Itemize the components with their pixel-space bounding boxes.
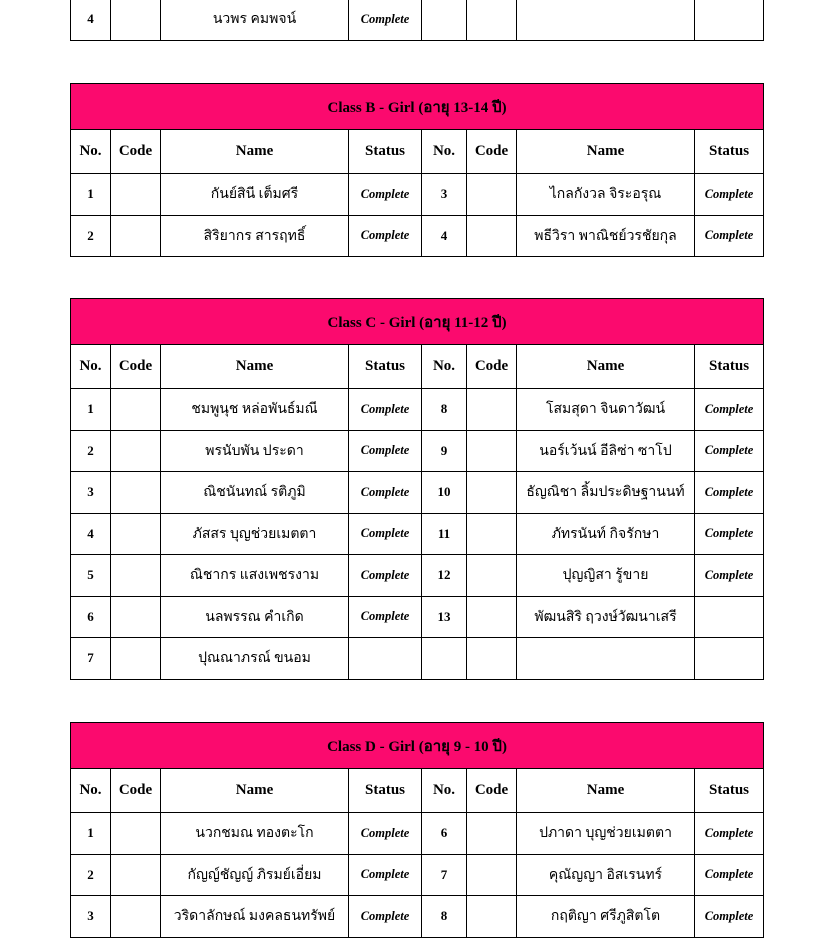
header-status: Status xyxy=(349,769,422,813)
participant-name: ภัทรนันท์ กิจรักษา xyxy=(517,513,695,555)
status-cell: Complete xyxy=(695,896,764,938)
table-row xyxy=(71,472,764,514)
header-code: Code xyxy=(467,130,517,174)
row-number: 7 xyxy=(422,854,467,896)
participant-name xyxy=(517,638,695,680)
code-cell xyxy=(111,174,161,216)
row-number: 6 xyxy=(422,813,467,855)
top-fragment-table xyxy=(70,0,764,41)
table-row xyxy=(71,389,764,431)
header-code: Code xyxy=(467,345,517,389)
row-number: 10 xyxy=(422,472,467,514)
code-cell xyxy=(467,896,517,938)
header-status: Status xyxy=(695,130,764,174)
status-cell: Complete xyxy=(695,854,764,896)
status-cell: Complete xyxy=(695,389,764,431)
row-number xyxy=(422,0,467,40)
code-cell xyxy=(467,555,517,597)
status-cell: Complete xyxy=(695,813,764,855)
header-name: Name xyxy=(161,345,349,389)
table-row xyxy=(71,813,764,855)
status-cell: Complete xyxy=(349,472,422,514)
row-number: 4 xyxy=(422,215,467,257)
row-number: 12 xyxy=(422,555,467,597)
participant-name: สิริยากร สารฤทธิ์ xyxy=(161,215,349,257)
status-cell xyxy=(695,596,764,638)
participant-name: ปภาดา บุญช่วยเมตตา xyxy=(517,813,695,855)
header-no: No. xyxy=(422,130,467,174)
status-cell: Complete xyxy=(349,854,422,896)
participant-name xyxy=(517,0,695,40)
header-status: Status xyxy=(349,130,422,174)
code-cell xyxy=(111,555,161,597)
status-cell: Complete xyxy=(349,215,422,257)
header-code: Code xyxy=(467,769,517,813)
row-number: 8 xyxy=(422,389,467,431)
code-cell xyxy=(111,854,161,896)
status-cell: Complete xyxy=(349,0,422,40)
code-cell xyxy=(467,430,517,472)
row-number: 4 xyxy=(71,0,111,40)
status-cell: Complete xyxy=(349,555,422,597)
status-cell xyxy=(695,0,764,40)
code-cell xyxy=(467,638,517,680)
status-cell: Complete xyxy=(349,813,422,855)
row-number: 1 xyxy=(71,813,111,855)
participant-name: นวกชมณ ทองตะโก xyxy=(161,813,349,855)
code-cell xyxy=(111,430,161,472)
row-number: 13 xyxy=(422,596,467,638)
header-status: Status xyxy=(349,345,422,389)
status-cell: Complete xyxy=(695,513,764,555)
status-cell: Complete xyxy=(349,430,422,472)
status-cell xyxy=(695,638,764,680)
table-row xyxy=(71,174,764,216)
participant-name: คุณัญญา อิสเรนทร์ xyxy=(517,854,695,896)
row-number: 4 xyxy=(71,513,111,555)
status-cell xyxy=(349,638,422,680)
participant-name: โสมสุดา จินดาวัฒน์ xyxy=(517,389,695,431)
code-cell xyxy=(467,174,517,216)
header-code: Code xyxy=(111,345,161,389)
participant-name: พัฒนสิริ ฤวงษ์วัฒนาเสรี xyxy=(517,596,695,638)
table-row xyxy=(71,896,764,938)
row-number xyxy=(422,638,467,680)
class-title: Class C - Girl (อายุ 11-12 ปี) xyxy=(71,299,764,345)
row-number: 1 xyxy=(71,174,111,216)
participant-name: นวพร คมพจน์ xyxy=(161,0,349,40)
code-cell xyxy=(111,513,161,555)
code-cell xyxy=(111,472,161,514)
code-cell xyxy=(467,813,517,855)
status-cell: Complete xyxy=(349,174,422,216)
code-cell xyxy=(467,854,517,896)
row-number: 3 xyxy=(71,896,111,938)
class-title: Class D - Girl (อายุ 9 - 10 ปี) xyxy=(71,723,764,769)
class-b-table xyxy=(70,83,764,257)
code-cell xyxy=(111,389,161,431)
code-cell xyxy=(111,0,161,40)
participant-name: วริดาลักษณ์ มงคลธนทรัพย์ xyxy=(161,896,349,938)
header-code: Code xyxy=(111,130,161,174)
table-row xyxy=(71,0,764,40)
row-number: 1 xyxy=(71,389,111,431)
row-number: 6 xyxy=(71,596,111,638)
status-cell: Complete xyxy=(349,389,422,431)
row-number: 5 xyxy=(71,555,111,597)
status-cell: Complete xyxy=(695,215,764,257)
header-name: Name xyxy=(517,130,695,174)
code-cell xyxy=(467,0,517,40)
row-number: 8 xyxy=(422,896,467,938)
code-cell xyxy=(111,896,161,938)
header-name: Name xyxy=(161,130,349,174)
header-no: No. xyxy=(422,769,467,813)
participant-name: ธัญณิชา ลิ้มประดิษฐานนท์ xyxy=(517,472,695,514)
status-cell: Complete xyxy=(695,430,764,472)
header-no: No. xyxy=(71,130,111,174)
participant-name: พธีวิรา พาณิชย์วรชัยกุล xyxy=(517,215,695,257)
header-row xyxy=(71,130,764,174)
participant-name: ไกลกังวล จิระอรุณ xyxy=(517,174,695,216)
header-row xyxy=(71,345,764,389)
class-d-table xyxy=(70,722,764,938)
participant-name: ปุณณาภรณ์ ขนอม xyxy=(161,638,349,680)
code-cell xyxy=(467,596,517,638)
participant-name: กฤติญา ศรีภูสิตโต xyxy=(517,896,695,938)
participant-name: นอร์เว้นน์ อีลิซ่า ซาโป xyxy=(517,430,695,472)
participant-name: กันย์สินี เต็มศรี xyxy=(161,174,349,216)
table-row xyxy=(71,215,764,257)
participant-name: ปุญญิสา รู้ขาย xyxy=(517,555,695,597)
header-no: No. xyxy=(71,769,111,813)
header-name: Name xyxy=(161,769,349,813)
row-number: 11 xyxy=(422,513,467,555)
participant-name: นลพรรณ คำเกิด xyxy=(161,596,349,638)
participant-name: ภัสสร บุญช่วยเมตตา xyxy=(161,513,349,555)
participant-name: ณิชากร แสงเพชรงาม xyxy=(161,555,349,597)
row-number: 2 xyxy=(71,854,111,896)
code-cell xyxy=(467,215,517,257)
row-number: 2 xyxy=(71,430,111,472)
table-row xyxy=(71,596,764,638)
table-row xyxy=(71,854,764,896)
header-name: Name xyxy=(517,769,695,813)
class-title: Class B - Girl (อายุ 13-14 ปี) xyxy=(71,84,764,130)
row-number: 7 xyxy=(71,638,111,680)
status-cell: Complete xyxy=(349,596,422,638)
header-code: Code xyxy=(111,769,161,813)
table-row xyxy=(71,555,764,597)
header-name: Name xyxy=(517,345,695,389)
participant-name: กัญญ์ชัญญ์ ภิรมย์เอี่ยม xyxy=(161,854,349,896)
status-cell: Complete xyxy=(349,896,422,938)
code-cell xyxy=(111,596,161,638)
header-status: Status xyxy=(695,769,764,813)
participant-name: พรนับพัน ประดา xyxy=(161,430,349,472)
table-row xyxy=(71,638,764,680)
code-cell xyxy=(111,813,161,855)
status-cell: Complete xyxy=(349,513,422,555)
header-status: Status xyxy=(695,345,764,389)
code-cell xyxy=(467,513,517,555)
table-row xyxy=(71,513,764,555)
row-number: 2 xyxy=(71,215,111,257)
row-number: 9 xyxy=(422,430,467,472)
table-row xyxy=(71,430,764,472)
class-c-table xyxy=(70,298,764,680)
header-row xyxy=(71,769,764,813)
participant-name: ชมพูนุช หล่อพันธ์มณี xyxy=(161,389,349,431)
code-cell xyxy=(467,472,517,514)
code-cell xyxy=(111,215,161,257)
row-number: 3 xyxy=(71,472,111,514)
participant-name: ณิชนันทณ์ รติภูมิ xyxy=(161,472,349,514)
status-cell: Complete xyxy=(695,555,764,597)
status-cell: Complete xyxy=(695,472,764,514)
header-no: No. xyxy=(422,345,467,389)
code-cell xyxy=(111,638,161,680)
header-no: No. xyxy=(71,345,111,389)
row-number: 3 xyxy=(422,174,467,216)
code-cell xyxy=(467,389,517,431)
status-cell: Complete xyxy=(695,174,764,216)
